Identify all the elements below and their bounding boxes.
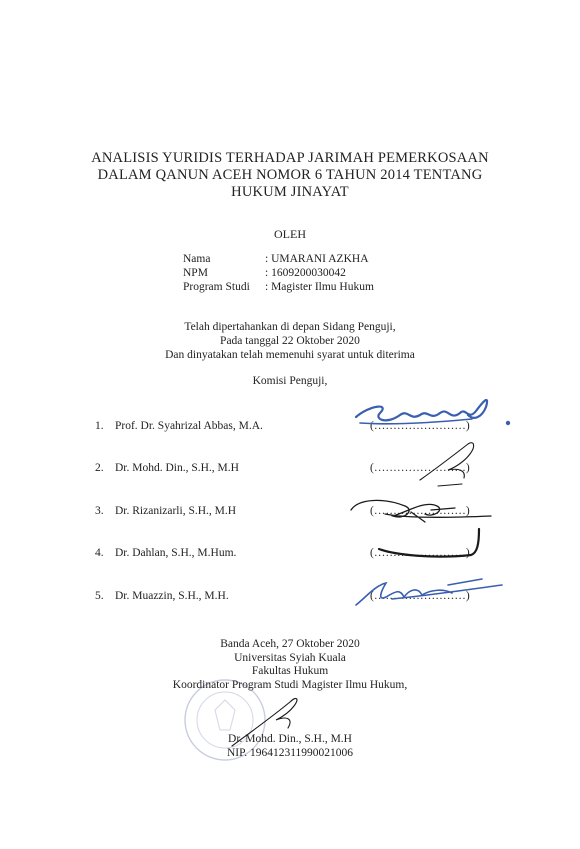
statement-line-3: Dan dinyatakan telah memenuhi syarat untuk diterima [165,349,415,361]
signer-name: Dr. Mohd. Din., S.H., M.H [228,733,352,745]
examiner-name: Dr. Rizanizarli, S.H., M.H [115,505,237,517]
signature-blank: (……………………) [370,547,470,559]
defense-statement [0,320,580,362]
examiner-name: Dr. Muazzin, S.H., M.H. [115,590,229,602]
signer-block [100,733,480,760]
examiner-name: Prof. Dr. Syahrizal Abbas, M.A. [115,420,263,432]
statement-line-2: Pada tanggal 22 Oktober 2020 [220,335,360,347]
university-name: Universitas Syiah Kuala [234,651,346,664]
examiner-number: 3. [95,505,104,517]
signature-examiner-1 [350,395,520,435]
signature-blank: (……………………) [370,590,470,602]
signature-blank: (……………………) [370,420,470,432]
signer-nip: NIP. 196412311990021006 [226,746,354,759]
identity-label: NPM [183,267,208,279]
closing-block [100,638,480,692]
title-line-1: ANALISIS YURIDIS TERHADAP JARIMAH PEMERKOSAAN [91,150,489,166]
signature-blank: (……………………) [370,462,470,474]
identity-label: Nama [183,253,211,265]
identity-value: : 1609200030042 [265,267,346,279]
identity-value: : Magister Ilmu Hukum [265,281,374,293]
faculty-name: Fakultas Hukum [251,665,329,677]
thesis-title [60,150,520,201]
examiner-name: Dr. Mohd. Din., S.H., M.H [115,462,239,474]
identity-value: : UMARANI AZKHA [265,253,369,265]
place-date: Banda Aceh, 27 Oktober 2020 [220,638,360,650]
signature-examiner-4 [375,525,495,565]
identity-row-program [183,280,374,294]
committee-heading: Komisi Penguji, [252,375,328,387]
title-line-2: DALAM QANUN ACEH NOMOR 6 TAHUN 2014 TENTANG [97,167,483,183]
identity-label: Program Studi [183,281,250,293]
oleh-heading: OLEH [274,227,306,241]
statement-line-1: Telah dipertahankan di depan Sidang Penguji, [184,321,396,333]
signature-examiner-2 [410,440,490,490]
examiner-number: 4. [95,547,104,559]
signature-examiner-5 [352,575,512,611]
identity-row-npm [183,266,374,280]
student-identity [183,252,374,294]
coordinator-role: Koordinator Program Studi Magister Ilmu Hukum, [172,678,408,691]
examiner-number: 1. [95,420,104,432]
title-line-3: HUKUM JINAYAT [231,184,349,200]
examiner-number: 5. [95,590,104,602]
signature-examiner-3 [345,494,495,528]
identity-row-name [183,252,374,266]
examiner-name: Dr. Dahlan, S.H., M.Hum. [115,547,237,559]
signature-blank: (……………………) [370,505,470,517]
examiner-number: 2. [95,462,104,474]
